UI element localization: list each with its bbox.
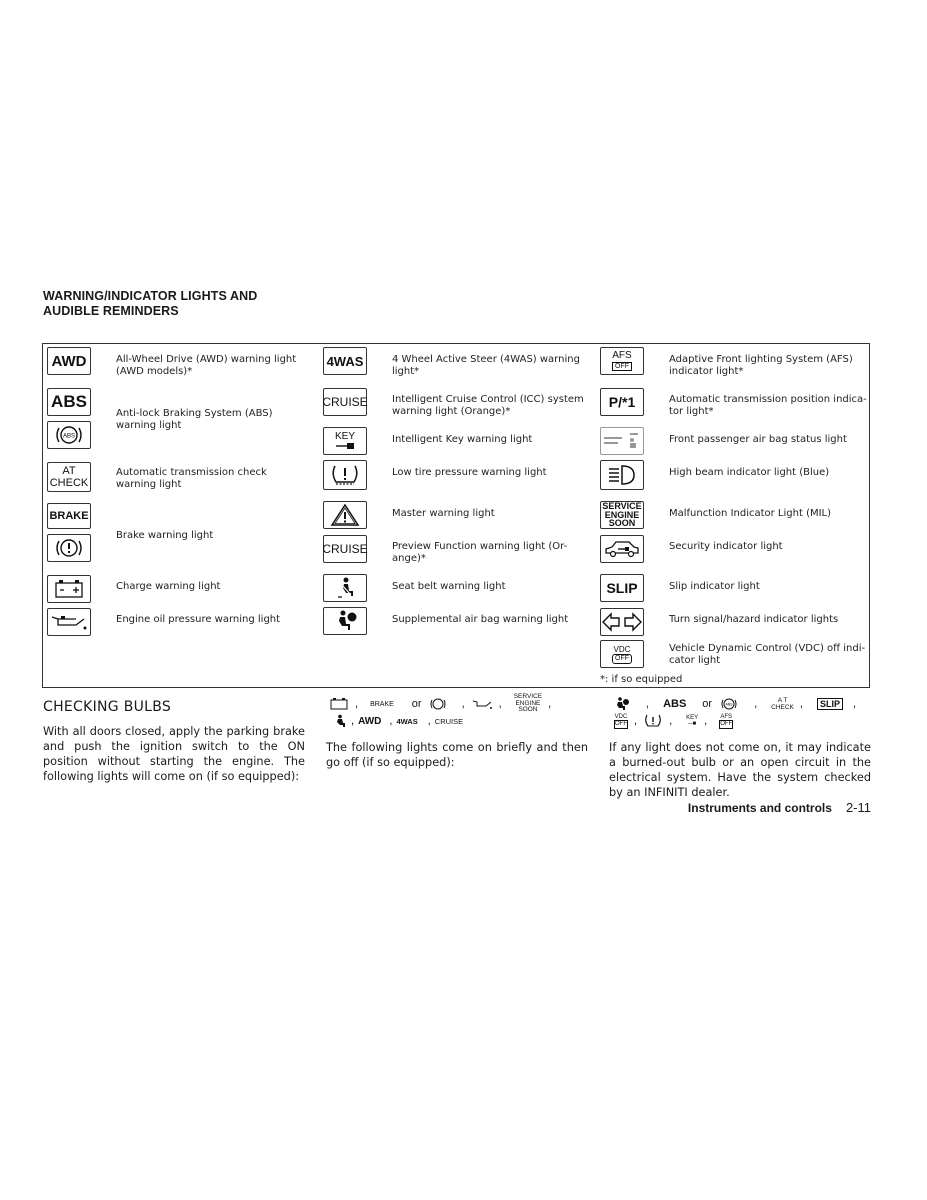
awd-label: All-Wheel Drive (AWD) warning light (AWD models)*: [116, 354, 297, 377]
section-title: CHECKING BULBS: [43, 699, 172, 715]
afs-off-icon: AFS OFF: [600, 347, 644, 375]
oil-can-icon: [47, 608, 91, 636]
abs-circle-icon: [47, 421, 91, 449]
passenger-airbag-status-icon: [600, 427, 644, 455]
air-bag-icon: [323, 607, 367, 635]
afs-label: Adaptive Front lighting System (AFS) indicator light*: [669, 354, 853, 377]
awd-icon: AWD: [47, 347, 91, 375]
vdc-label: Vehicle Dynamic Control (VDC) off indi- cator light: [669, 643, 866, 666]
mini-oil-icon: [471, 697, 493, 711]
mini-battery-icon: [329, 697, 349, 711]
icc-cruise-icon: CRUISE: [323, 388, 367, 416]
abs-label: Anti-lock Braking System (ABS) warning light: [116, 408, 273, 431]
fourwas-icon: 4WAS: [323, 347, 367, 375]
mini-cruise: CRUISE: [434, 716, 464, 726]
mini-icons-row-4: VDC OFF , , KEY ─■ , AFS OFF: [614, 713, 733, 727]
mini-abs-circle-icon: [718, 697, 740, 711]
page-number: 2-11: [845, 800, 871, 815]
paragraph-1: With all doors closed, apply the parking brake and push the ignition switch to the ON position without starting the engine. The following lights will come on (if so equipped):: [43, 725, 305, 783]
service-engine-soon-icon: SERVICE ENGINE SOON: [600, 501, 644, 529]
mini-abs: ABS: [663, 698, 687, 710]
turn-signal-icon: [600, 608, 644, 636]
page-footer: [688, 800, 871, 815]
brake-circle-icon: [47, 534, 91, 562]
fourwas-label: 4 Wheel Active Steer (4WAS) warning light*: [392, 354, 580, 377]
mini-or: or: [411, 698, 422, 710]
master-warning-icon: [323, 501, 367, 529]
abs-icon: ABS: [47, 388, 91, 416]
mil-label: Malfunction Indicator Light (MIL): [669, 508, 832, 519]
passenger-airbag-status-label: Front passenger air bag status light: [669, 434, 847, 445]
battery-icon: [47, 575, 91, 603]
at-check-label: Automatic transmission check warning light: [116, 467, 267, 490]
key-icon: KEY: [323, 427, 367, 455]
seat-belt-label: Seat belt warning light: [392, 581, 506, 592]
mini-icons-row-1: , BRAKE or , , SERVICE ENGINE SOON ,: [329, 694, 551, 714]
at-position-label: Automatic transmission position indica- tor light*: [669, 394, 867, 417]
mini-brake-circle-icon: [428, 697, 448, 711]
mini-4was: 4WAS: [396, 716, 418, 726]
paragraph-2: The following lights come on briefly and then go off (if so equipped):: [326, 741, 588, 769]
mini-seat-belt-icon: [333, 714, 347, 728]
mini-slip: SLIP: [817, 698, 843, 710]
high-beam-icon: [600, 460, 644, 490]
slip-icon: SLIP: [600, 574, 644, 602]
security-label: Security indicator light: [669, 541, 783, 552]
high-beam-label: High beam indicator light (Blue): [669, 467, 830, 478]
brake-label: Brake warning light: [116, 530, 214, 541]
air-bag-label: Supplemental air bag warning light: [392, 614, 569, 625]
svg-text:ABS: ABS: [725, 702, 733, 707]
icc-label: Intelligent Cruise Control (ICC) system warning light (Orange)*: [392, 394, 584, 417]
preview-cruise-icon: CRUISE: [323, 535, 367, 563]
mini-key: KEY ─■: [686, 715, 699, 727]
page-heading: WARNING/INDICATOR LIGHTS AND AUDIBLE REMINDERS: [43, 289, 258, 318]
turn-signal-label: Turn signal/hazard indicator lights: [669, 614, 839, 625]
brake-icon: BRAKE: [47, 503, 91, 529]
seat-belt-icon: [323, 574, 367, 602]
paragraph-3: If any light does not come on, it may indicate a burned-out bulb or an open circuit in the electrical system. Have the system checked by an INFINITI dealer.: [609, 741, 871, 799]
mini-brake: BRAKE: [370, 700, 394, 708]
master-warning-label: Master warning light: [392, 508, 495, 519]
footer-section: Instruments and controls: [687, 801, 832, 815]
vdc-off-icon: VDC OFF: [600, 640, 644, 668]
mini-vdc-off: VDC OFF: [614, 713, 628, 727]
svg-text:ABS: ABS: [62, 433, 76, 440]
intelligent-key-label: Intelligent Key warning light: [392, 434, 533, 445]
mini-tire-pressure-icon: [643, 713, 663, 729]
security-icon: [600, 535, 644, 563]
tire-pressure-icon: [323, 460, 367, 490]
at-position-icon: P/*1: [600, 388, 644, 416]
mini-airbag-icon: [614, 696, 630, 712]
mini-service-engine-soon: SERVICE ENGINE SOON: [513, 693, 543, 714]
preview-function-label: Preview Function warning light (Or- ange)*: [392, 541, 568, 564]
mini-afs-off: AFS OFF: [720, 713, 733, 727]
mini-at-check: A T CHECK: [771, 697, 794, 711]
tire-pressure-label: Low tire pressure warning light: [392, 467, 547, 478]
mini-icons-row-3: , ABS or ABS , A T CHECK , SLIP ,: [614, 694, 856, 714]
mini-icons-row-2: , AWD , 4WAS , CRUISE: [333, 713, 463, 729]
charge-label: Charge warning light: [116, 581, 221, 592]
oil-label: Engine oil pressure warning light: [116, 614, 281, 625]
slip-label: Slip indicator light: [669, 581, 760, 592]
footnote: *: if so equipped: [600, 674, 683, 685]
at-check-icon: AT CHECK: [47, 462, 91, 492]
mini-awd: AWD: [358, 715, 382, 727]
mini-or-2: or: [702, 698, 713, 710]
